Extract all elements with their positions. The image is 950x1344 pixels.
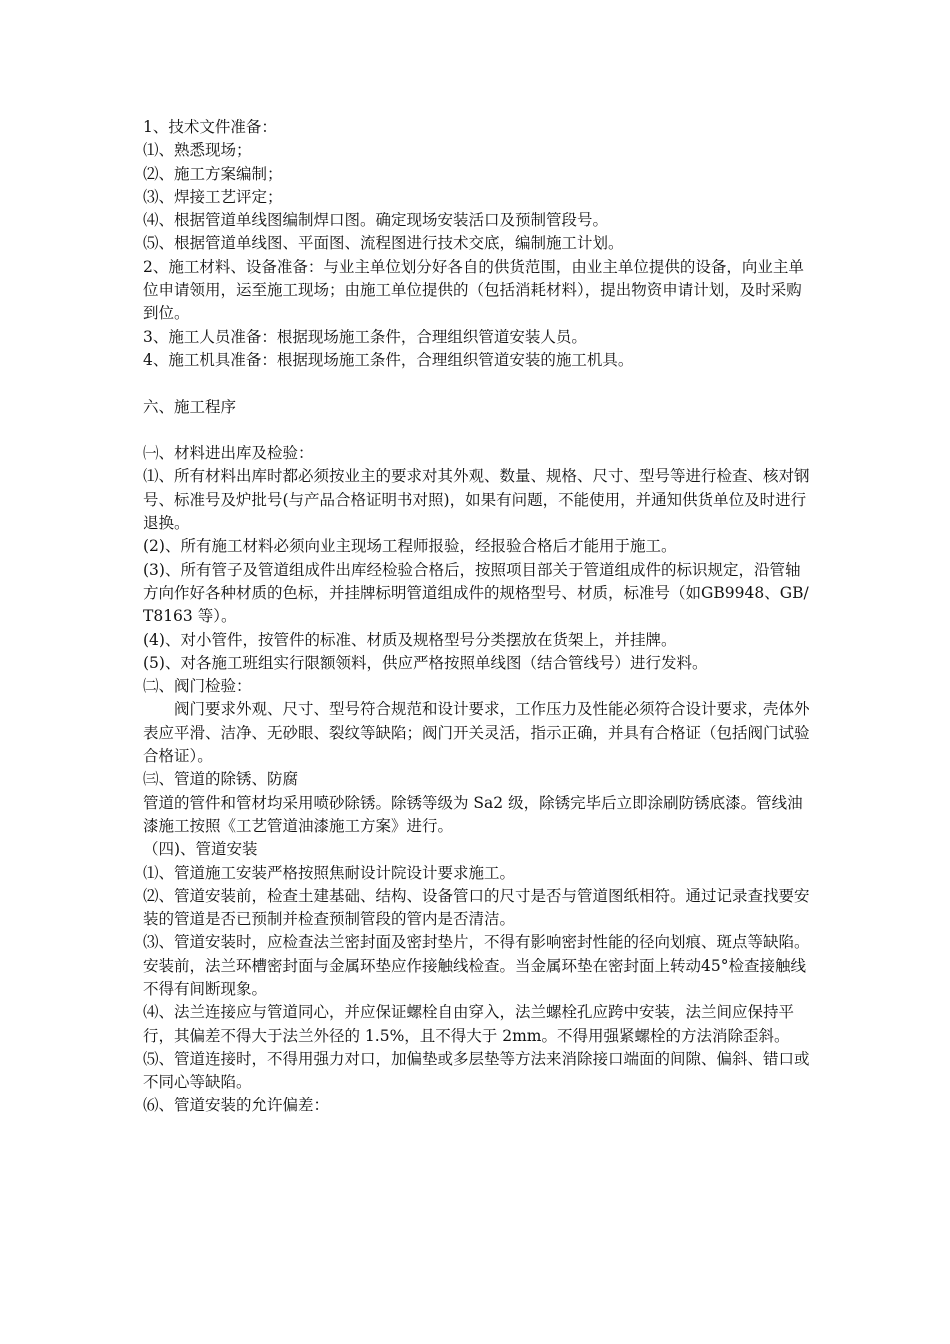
item-2-materials: 2、施工材料、设备准备：与业主单位划分好各自的供货范围，由业主单位提供的设备，向业主单位申请领用，运至施工现场；由施工单位提供的（包括消耗材料），提出物资申请计划，及时采购到位。 (143, 257, 804, 323)
subsection-1-item-3: (3)、所有管子及管道组成件出库经检验合格后，按照项目部关于管道组成件的标识规定，沿管轴方向作好各种材质的色标，并挂牌标明管道组成件的规格型号、材质，标准号（如GB9948、GB/T8163 等）。 (143, 560, 809, 626)
subsection-1-item-1: ⑴、所有材料出库时都必须按业主的要求对其外观、数量、规格、尺寸、型号等进行检查、核对钢号、标准号及炉批号(与产品合格证明书对照)，如果有问题，不能使用，并通知供货单位及时进行退换。 (143, 467, 810, 533)
item-1-tech-docs: 1、技术文件准备： (143, 118, 277, 136)
document-page (143, 116, 813, 1118)
subsection-3-body: 管道的管件和管材均采用喷砂除锈。除锈等级为 Sa2 级，除锈完毕后立即涂刷防锈底漆。管线油漆施工按照《工艺管道油漆施工方案》进行。 (143, 793, 803, 835)
item-1-4: ⑷、根据管道单线图编制焊口图。确定现场安装活口及预制管段号。 (143, 211, 609, 230)
subsection-3-heading: ㈢、管道的除锈、防腐 (143, 770, 299, 789)
subsection-4-item-5: ⑸、管道连接时，不得用强力对口，加偏垫或多层垫等方法来消除接口端面的间隙、偏斜、错口或不同心等缺陷。 (143, 1049, 810, 1092)
subsection-1-item-4: (4)、对小管件，按管件的标准、材质及规格型号分类摆放在货架上，并挂牌。 (143, 630, 677, 649)
subsection-1-item-2: (2)、所有施工材料必须向业主现场工程师报验，经报验合格后才能用于施工。 (143, 537, 677, 556)
item-1-5: ⑸、根据管道单线图、平面图、流程图进行技术交底，编制施工计划。 (143, 234, 624, 253)
subsection-4-item-6: ⑹、管道安装的允许偏差： (143, 1096, 330, 1115)
subsection-2-heading: ㈡、阀门检验： (143, 677, 252, 696)
subsection-4-item-1: ⑴、管道施工安装严格按照焦耐设计院设计要求施工。 (143, 863, 516, 882)
subsection-4-item-2: ⑵、管道安装前，检查土建基础、结构、设备管口的尺寸是否与管道图纸相符。通过记录查找要安装的管道是否已预制并检查预制管段的管内是否清洁。 (143, 886, 810, 929)
subsection-4-item-4: ⑷、法兰连接应与管道同心，并应保证螺栓自由穿入，法兰螺栓孔应跨中安装，法兰间应保持平行，其偏差不得大于法兰外径的 1.5%，且不得大于 2mm。不得用强紧螺栓的方法消除歪斜。 (143, 1003, 795, 1045)
item-1-3: ⑶、焊接工艺评定； (143, 187, 283, 206)
subsection-4-item-3: ⑶、管道安装时，应检查法兰密封面及密封垫片，不得有影响密封性能的径向划痕、斑点等缺陷。安装前，法兰环槽密封面与金属环垫应作接触线检查。当金属环垫在密封面上转动45°检查接触线不得有间断现象。 (143, 933, 810, 998)
section-heading-6: 六、施工程序 (143, 397, 237, 416)
spacer (143, 419, 813, 442)
item-1-2: ⑵、施工方案编制； (143, 164, 283, 183)
subsection-1-item-5: (5)、对各施工班组实行限额领料，供应严格按照单线图（结合管线号）进行发料。 (143, 653, 708, 672)
item-4-machinery: 4、施工机具准备：根据现场施工条件，合理组织管道安装的施工机具。 (143, 350, 634, 369)
item-3-personnel: 3、施工人员准备：根据现场施工条件，合理组织管道安装人员。 (143, 327, 587, 346)
subsection-2-body: 阀门要求外观、尺寸、型号符合规范和设计要求，工作压力及性能必须符合设计要求，壳体外表应平滑、洁净、无砂眼、裂纹等缺陷；阀门开关灵活，指示正确，并具有合格证（包括阀门试验合格证）。 (143, 700, 810, 766)
subsection-4-heading: （四)、管道安装 (143, 840, 258, 859)
subsection-1-heading: ㈠、材料进出库及检验： (143, 444, 314, 463)
item-1-1: ⑴、熟悉现场； (143, 141, 252, 160)
spacer (143, 372, 813, 395)
